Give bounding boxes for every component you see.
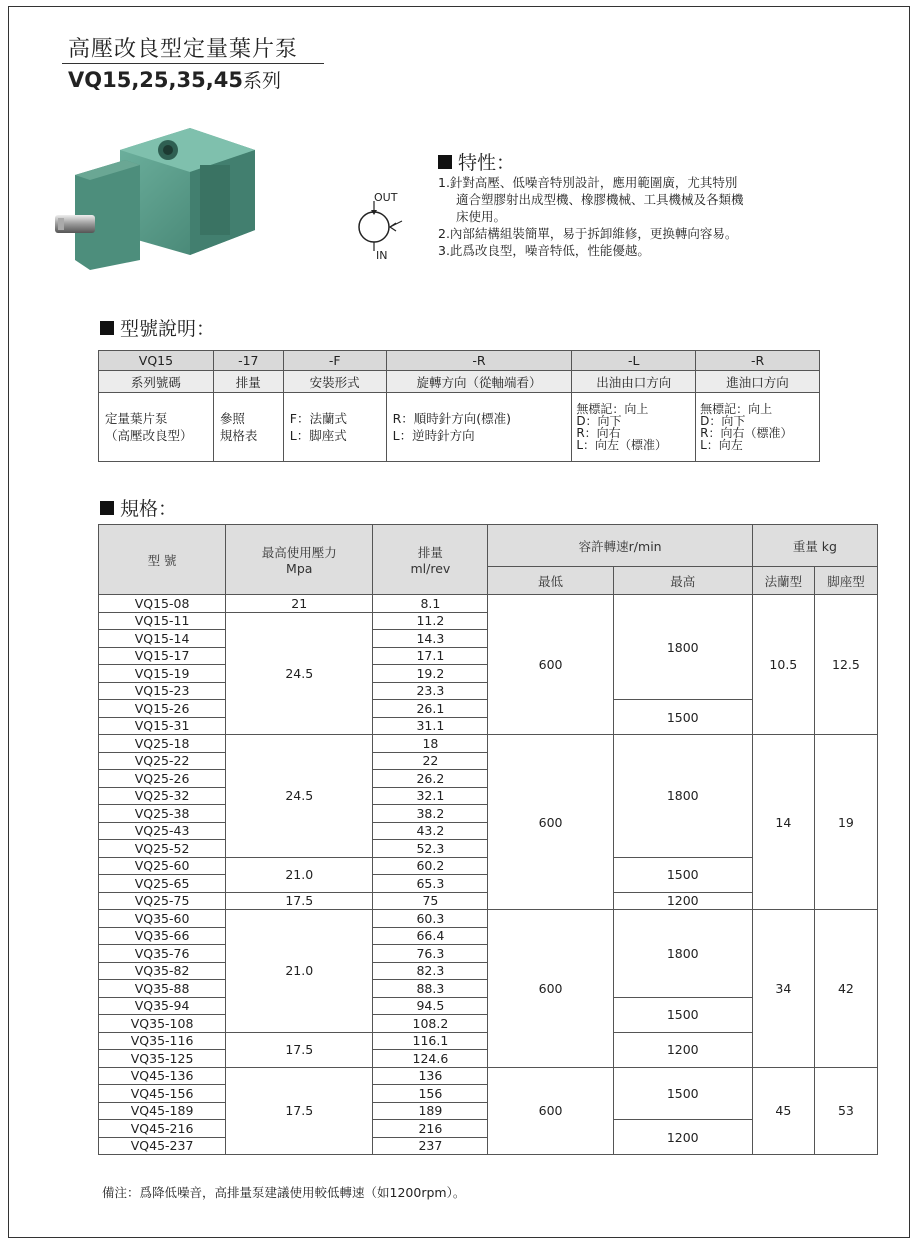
code-mount: -F bbox=[283, 351, 386, 371]
desc-line: L：向左（標准） bbox=[576, 438, 667, 452]
min-speed-cell: 600 bbox=[488, 910, 613, 1068]
model-cell: VQ35-82 bbox=[99, 962, 226, 980]
desc-line: 規格表 bbox=[219, 428, 258, 443]
displacement-cell: 94.5 bbox=[373, 997, 488, 1015]
model-cell: VQ15-19 bbox=[99, 665, 226, 683]
code-displacement: -17 bbox=[213, 351, 283, 371]
max-speed-cell: 1800 bbox=[613, 595, 752, 700]
page-title: 高壓改良型定量葉片泵 bbox=[68, 37, 299, 62]
table-row bbox=[99, 371, 820, 393]
model-cell: VQ25-38 bbox=[99, 805, 226, 823]
model-cell: VQ15-26 bbox=[99, 700, 226, 718]
displacement-cell: 22 bbox=[373, 752, 488, 770]
displacement-cell: 43.2 bbox=[373, 822, 488, 840]
desc-line: F：法蘭式 bbox=[289, 411, 347, 426]
desc-line: （高壓改良型） bbox=[105, 428, 193, 443]
series-suffix: 系列 bbox=[242, 70, 281, 92]
weight-flange-cell: 10.5 bbox=[752, 595, 814, 735]
pressure-cell: 21 bbox=[226, 595, 373, 613]
desc-series bbox=[99, 393, 214, 462]
desc-line: L：逆時針方向 bbox=[392, 428, 475, 443]
model-cell: VQ35-88 bbox=[99, 980, 226, 998]
header-weight: 重量 kg bbox=[752, 525, 877, 567]
feature-item: 1.針對高壓、低噪音特別設計，應用範圍廣，尤其特別 bbox=[438, 175, 738, 190]
model-heading bbox=[100, 314, 215, 341]
weight-flange-cell: 14 bbox=[752, 735, 814, 910]
header-displacement bbox=[373, 525, 488, 595]
model-cell: VQ15-11 bbox=[99, 612, 226, 630]
model-cell: VQ25-60 bbox=[99, 857, 226, 875]
features-heading bbox=[438, 148, 515, 175]
model-cell: VQ15-17 bbox=[99, 647, 226, 665]
model-cell: VQ25-65 bbox=[99, 875, 226, 893]
model-cell: VQ15-31 bbox=[99, 717, 226, 735]
pressure-cell: 17.5 bbox=[226, 1032, 373, 1067]
square-bullet-icon bbox=[100, 501, 114, 515]
spec-table bbox=[98, 524, 878, 1155]
code-outlet: -L bbox=[572, 351, 696, 371]
model-cell: VQ25-18 bbox=[99, 735, 226, 753]
pressure-cell: 21.0 bbox=[226, 910, 373, 1033]
max-speed-cell: 1200 bbox=[613, 1032, 752, 1067]
weight-foot-cell: 12.5 bbox=[814, 595, 877, 735]
pressure-cell: 24.5 bbox=[226, 735, 373, 858]
weight-flange-cell: 34 bbox=[752, 910, 814, 1068]
desc-line: R：順時針方向(標准) bbox=[392, 411, 512, 426]
weight-foot-cell: 42 bbox=[814, 910, 877, 1068]
label-outlet: 出油由口方向 bbox=[572, 371, 696, 393]
model-cell: VQ15-14 bbox=[99, 630, 226, 648]
displacement-cell: 19.2 bbox=[373, 665, 488, 683]
weight-foot-cell: 19 bbox=[814, 735, 877, 910]
displacement-cell: 88.3 bbox=[373, 980, 488, 998]
max-speed-cell: 1800 bbox=[613, 735, 752, 858]
pressure-cell: 17.5 bbox=[226, 1067, 373, 1155]
displacement-cell: 38.2 bbox=[373, 805, 488, 823]
feature-item: 3.此爲改良型，噪音特低，性能優越。 bbox=[438, 243, 650, 258]
model-cell: VQ35-94 bbox=[99, 997, 226, 1015]
max-speed-cell: 1500 bbox=[613, 857, 752, 892]
model-cell: VQ45-237 bbox=[99, 1137, 226, 1155]
spec-table-body bbox=[99, 595, 878, 1155]
model-cell: VQ45-156 bbox=[99, 1085, 226, 1103]
header-speed: 容許轉速r/min bbox=[488, 525, 752, 567]
model-cell: VQ35-108 bbox=[99, 1015, 226, 1033]
pressure-cell: 21.0 bbox=[226, 857, 373, 892]
header-displacement-text: 排量 bbox=[417, 545, 443, 560]
displacement-cell: 52.3 bbox=[373, 840, 488, 858]
desc-line: R：向右（標准） bbox=[700, 426, 793, 440]
model-cell: VQ35-76 bbox=[99, 945, 226, 963]
header-pressure-text: 最高使用壓力 bbox=[261, 545, 337, 560]
model-cell: VQ25-52 bbox=[99, 840, 226, 858]
desc-inlet bbox=[696, 393, 820, 462]
weight-flange-cell: 45 bbox=[752, 1067, 814, 1155]
desc-line: 參照 bbox=[219, 411, 245, 426]
displacement-cell: 18 bbox=[373, 735, 488, 753]
displacement-cell: 237 bbox=[373, 1137, 488, 1155]
max-speed-cell: 1500 bbox=[613, 1067, 752, 1120]
pressure-cell: 17.5 bbox=[226, 892, 373, 910]
displacement-cell: 17.1 bbox=[373, 647, 488, 665]
desc-line: D：向下 bbox=[576, 414, 622, 428]
series-code: VQ15,25,35,45 bbox=[68, 68, 243, 92]
displacement-cell: 31.1 bbox=[373, 717, 488, 735]
displacement-cell: 136 bbox=[373, 1067, 488, 1085]
displacement-cell: 216 bbox=[373, 1120, 488, 1138]
label-inlet: 進油口方向 bbox=[696, 371, 820, 393]
label-mount: 安裝形式 bbox=[283, 371, 386, 393]
model-cell: VQ25-75 bbox=[99, 892, 226, 910]
max-speed-cell: 1200 bbox=[613, 892, 752, 910]
max-speed-cell: 1200 bbox=[613, 1120, 752, 1155]
model-cell: VQ25-22 bbox=[99, 752, 226, 770]
title-underline bbox=[62, 63, 324, 64]
model-cell: VQ25-26 bbox=[99, 770, 226, 788]
displacement-cell: 26.1 bbox=[373, 700, 488, 718]
displacement-cell: 60.2 bbox=[373, 857, 488, 875]
desc-displacement bbox=[213, 393, 283, 462]
displacement-cell: 32.1 bbox=[373, 787, 488, 805]
header-model: 型 號 bbox=[99, 525, 226, 595]
header-speed-max: 最高 bbox=[613, 567, 752, 595]
min-speed-cell: 600 bbox=[488, 735, 613, 910]
displacement-cell: 108.2 bbox=[373, 1015, 488, 1033]
model-cell: VQ15-23 bbox=[99, 682, 226, 700]
model-cell: VQ45-216 bbox=[99, 1120, 226, 1138]
model-heading-text: 型號說明： bbox=[120, 318, 216, 340]
displacement-cell: 8.1 bbox=[373, 595, 488, 613]
series-subtitle bbox=[68, 66, 281, 93]
rotation-diagram bbox=[350, 185, 420, 265]
displacement-cell: 60.3 bbox=[373, 910, 488, 928]
displacement-cell: 189 bbox=[373, 1102, 488, 1120]
out-label: OUT bbox=[374, 191, 398, 204]
table-row bbox=[99, 525, 878, 567]
spec-heading-text: 規格： bbox=[120, 498, 178, 520]
desc-line: D：向下 bbox=[700, 414, 746, 428]
desc-line: 無標記：向上 bbox=[700, 402, 773, 416]
code-rotation: -R bbox=[386, 351, 572, 371]
square-bullet-icon bbox=[438, 155, 452, 169]
vane-pump-image bbox=[50, 120, 265, 280]
desc-line: L：向左 bbox=[700, 438, 743, 452]
desc-line: 無標記：向上 bbox=[576, 402, 649, 416]
spec-heading bbox=[100, 494, 177, 521]
label-rotation: 旋轉方向（從軸端看） bbox=[386, 371, 572, 393]
min-speed-cell: 600 bbox=[488, 595, 613, 735]
displacement-cell: 124.6 bbox=[373, 1050, 488, 1068]
model-cell: VQ35-125 bbox=[99, 1050, 226, 1068]
min-speed-cell: 600 bbox=[488, 1067, 613, 1155]
in-label: IN bbox=[376, 249, 388, 262]
model-cell: VQ25-32 bbox=[99, 787, 226, 805]
displacement-cell: 23.3 bbox=[373, 682, 488, 700]
footnote: 備注：爲降低噪音，高排量泵建議使用較低轉速（如1200rpm）。 bbox=[102, 1185, 466, 1200]
desc-outlet bbox=[572, 393, 696, 462]
model-cell: VQ35-66 bbox=[99, 927, 226, 945]
table-row bbox=[99, 910, 878, 928]
feature-item: 2.內部結構組裝簡單，易于拆卸維修，更换轉向容易。 bbox=[438, 226, 738, 241]
table-row bbox=[99, 393, 820, 462]
displacement-cell: 76.3 bbox=[373, 945, 488, 963]
model-cell: VQ45-136 bbox=[99, 1067, 226, 1085]
desc-line: 定量葉片泵 bbox=[105, 411, 168, 426]
label-series: 系列號碼 bbox=[99, 371, 214, 393]
displacement-cell: 75 bbox=[373, 892, 488, 910]
code-inlet: -R bbox=[696, 351, 820, 371]
weight-foot-cell: 53 bbox=[814, 1067, 877, 1155]
header-pressure-unit: Mpa bbox=[286, 561, 313, 576]
features-list bbox=[438, 174, 828, 259]
displacement-cell: 65.3 bbox=[373, 875, 488, 893]
header-weight-foot: 脚座型 bbox=[814, 567, 877, 595]
desc-rotation bbox=[386, 393, 572, 462]
max-speed-cell: 1500 bbox=[613, 997, 752, 1032]
table-row bbox=[99, 351, 820, 371]
features-heading-text: 特性： bbox=[458, 152, 516, 174]
displacement-cell: 11.2 bbox=[373, 612, 488, 630]
header-weight-flange: 法蘭型 bbox=[752, 567, 814, 595]
displacement-cell: 66.4 bbox=[373, 927, 488, 945]
model-cell: VQ45-189 bbox=[99, 1102, 226, 1120]
model-cell: VQ35-116 bbox=[99, 1032, 226, 1050]
table-row bbox=[99, 735, 878, 753]
model-cell: VQ25-43 bbox=[99, 822, 226, 840]
model-cell: VQ35-60 bbox=[99, 910, 226, 928]
max-speed-cell: 1500 bbox=[613, 700, 752, 735]
feature-item: 床使用。 bbox=[456, 209, 507, 224]
table-row bbox=[99, 1067, 878, 1085]
displacement-cell: 26.2 bbox=[373, 770, 488, 788]
desc-line: L：脚座式 bbox=[289, 428, 347, 443]
pressure-cell: 24.5 bbox=[226, 612, 373, 735]
header-displacement-unit: ml/rev bbox=[410, 561, 451, 576]
square-bullet-icon bbox=[100, 321, 114, 335]
code-series: VQ15 bbox=[99, 351, 214, 371]
desc-mount bbox=[283, 393, 386, 462]
displacement-cell: 116.1 bbox=[373, 1032, 488, 1050]
feature-item: 適合塑膠射出成型機、橡膠機械、工具機械及各類機 bbox=[456, 192, 744, 207]
displacement-cell: 82.3 bbox=[373, 962, 488, 980]
label-displacement: 排量 bbox=[213, 371, 283, 393]
header-pressure bbox=[226, 525, 373, 595]
model-cell: VQ15-08 bbox=[99, 595, 226, 613]
max-speed-cell: 1800 bbox=[613, 910, 752, 998]
header-speed-min: 最低 bbox=[488, 567, 613, 595]
displacement-cell: 14.3 bbox=[373, 630, 488, 648]
table-row bbox=[99, 595, 878, 613]
model-code-table bbox=[98, 350, 820, 462]
desc-line: R：向右 bbox=[576, 426, 621, 440]
displacement-cell: 156 bbox=[373, 1085, 488, 1103]
